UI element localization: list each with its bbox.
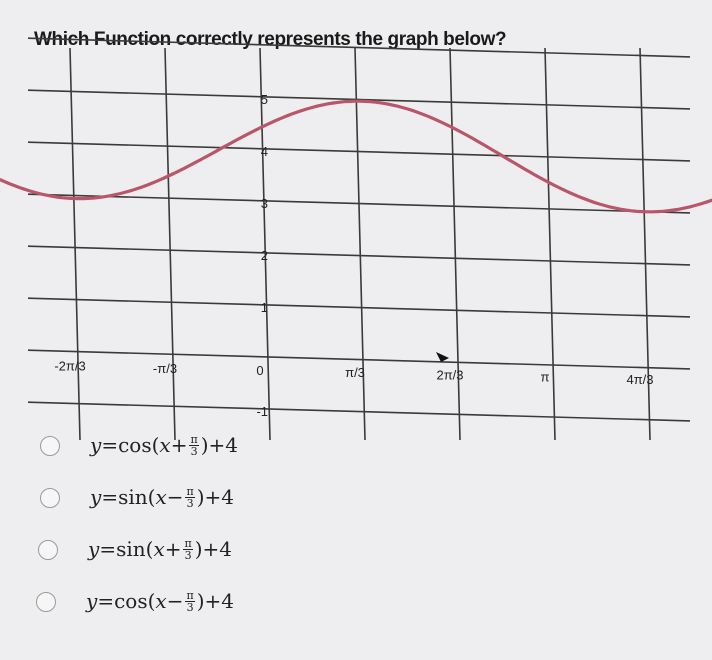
x-tick-label: 4π/3 bbox=[626, 371, 654, 387]
formula-constant: 4 bbox=[219, 537, 233, 561]
formula-plus: + bbox=[202, 537, 220, 561]
option-formula bbox=[86, 589, 234, 613]
option-formula bbox=[88, 537, 232, 561]
question-text: Which Function correctly represents the graph below? bbox=[34, 29, 507, 50]
y-tick-label: 4 bbox=[260, 144, 268, 159]
formula-plus: + bbox=[204, 485, 222, 509]
formula-sign: − bbox=[166, 589, 184, 613]
radio-button[interactable] bbox=[38, 540, 58, 560]
grid-hline bbox=[28, 402, 690, 421]
formula-fraction bbox=[185, 590, 194, 613]
grid-hline bbox=[28, 142, 690, 161]
formula-plus: + bbox=[204, 589, 222, 613]
y-tick-label: -1 bbox=[256, 404, 268, 419]
fraction-numerator: π bbox=[186, 484, 194, 498]
formula-plus: + bbox=[208, 433, 226, 457]
y-tick-label: 5 bbox=[260, 92, 268, 107]
formula-variable: x bbox=[159, 433, 171, 457]
x-tick-label: 2π/3 bbox=[436, 367, 464, 383]
x-tick-label: π bbox=[540, 369, 550, 385]
grid-vline bbox=[165, 48, 175, 440]
formula-function: sin bbox=[118, 485, 148, 509]
formula-constant: 4 bbox=[221, 589, 234, 613]
formula-equals: = bbox=[101, 485, 119, 509]
radio-button[interactable] bbox=[40, 436, 60, 456]
answer-option-1[interactable] bbox=[0, 433, 520, 473]
grid-hline bbox=[28, 298, 690, 317]
grid-hline bbox=[28, 246, 690, 265]
formula-constant: 4 bbox=[221, 485, 235, 509]
formula-lhs: y bbox=[90, 433, 102, 457]
formula-paren: ) bbox=[196, 485, 205, 509]
pointer-cursor-icon bbox=[436, 352, 449, 362]
y-tick-label: 2 bbox=[260, 248, 268, 263]
formula-lhs: y bbox=[86, 589, 98, 613]
option-formula bbox=[90, 433, 238, 457]
formula-sign: + bbox=[170, 433, 188, 457]
answer-option-3[interactable] bbox=[0, 537, 520, 577]
grid-vline bbox=[70, 48, 80, 440]
x-tick-label: -2π/3 bbox=[54, 358, 86, 374]
formula-sign: + bbox=[164, 537, 182, 561]
fraction-numerator: π bbox=[186, 588, 194, 602]
fraction-denominator: 3 bbox=[190, 444, 198, 458]
option-formula bbox=[90, 485, 234, 509]
formula-fraction bbox=[189, 434, 198, 457]
formula-sign: − bbox=[166, 485, 184, 509]
formula-lhs: y bbox=[90, 485, 102, 509]
formula-function: cos bbox=[118, 433, 152, 457]
radio-button[interactable] bbox=[36, 592, 56, 612]
answer-option-4[interactable] bbox=[0, 589, 520, 629]
formula-variable: x bbox=[155, 485, 167, 509]
formula-fraction bbox=[183, 538, 192, 561]
grid-hline bbox=[28, 38, 690, 57]
formula-variable: x bbox=[155, 589, 167, 613]
x-tick-label: 0 bbox=[256, 363, 264, 378]
fraction-denominator: 3 bbox=[186, 496, 194, 510]
fraction-denominator: 3 bbox=[184, 548, 192, 562]
formula-paren: ( bbox=[147, 485, 156, 509]
formula-paren: ( bbox=[147, 589, 156, 613]
y-tick-label: 1 bbox=[260, 300, 268, 315]
formula-paren: ) bbox=[194, 537, 203, 561]
formula-paren: ) bbox=[200, 433, 209, 457]
fraction-numerator: π bbox=[190, 432, 198, 446]
formula-variable: x bbox=[153, 537, 165, 561]
grid-hline bbox=[28, 90, 690, 109]
y-tick-label: 3 bbox=[260, 196, 268, 211]
formula-lhs: y bbox=[88, 537, 100, 561]
radio-button[interactable] bbox=[40, 488, 60, 508]
formula-constant: 4 bbox=[225, 433, 238, 457]
x-tick-label: π/3 bbox=[345, 365, 365, 381]
formula-equals: = bbox=[99, 537, 117, 561]
answer-option-2[interactable] bbox=[0, 485, 520, 525]
formula-fraction bbox=[185, 486, 194, 509]
grid-vline bbox=[355, 48, 365, 440]
fraction-denominator: 3 bbox=[186, 600, 194, 614]
formula-equals: = bbox=[101, 433, 119, 457]
formula-paren: ) bbox=[196, 589, 205, 613]
x-tick-label: -π/3 bbox=[152, 360, 178, 376]
fraction-numerator: π bbox=[184, 536, 192, 550]
formula-equals: = bbox=[97, 589, 115, 613]
formula-paren: ( bbox=[145, 537, 154, 561]
formula-function: cos bbox=[114, 589, 148, 613]
formula-paren: ( bbox=[151, 433, 160, 457]
formula-function: sin bbox=[116, 537, 146, 561]
